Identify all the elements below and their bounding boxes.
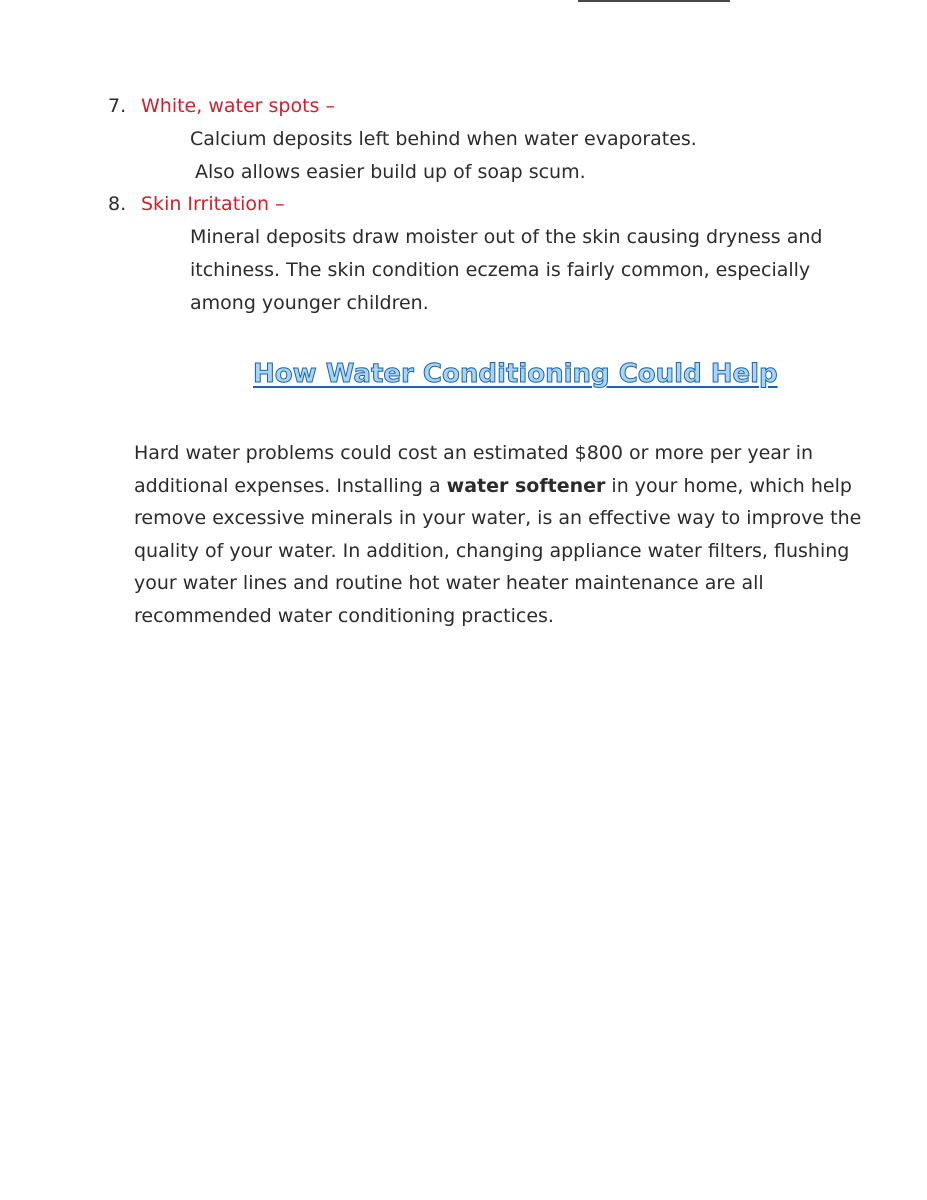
list-item-8-line-2: itchiness. The skin condition eczema is fairly common, especially: [190, 259, 811, 281]
list-item-7-line-2: Also allows easier build up of soap scum.: [195, 161, 586, 183]
list-item-label: Skin Irritation –: [141, 193, 285, 215]
list-item-7-line-1: Calcium deposits left behind when water evaporates.: [190, 128, 697, 150]
body-paragraph: [134, 437, 894, 633]
list-item-label: White, water spots –: [141, 95, 335, 117]
section-heading: How Water Conditioning Could Help: [253, 359, 778, 389]
list-item-number: 7.: [108, 95, 127, 117]
paragraph-text-end: in your home, which help remove excessive minerals in your water, is an effective way to improve the quality of your water. In addition, changing appliance water filters, flushing your water lines and routine hot water heater maintenance are all recommended water conditioning practices.: [134, 474, 862, 627]
scan-edge-mark: [578, 0, 730, 2]
list-item-number: 8.: [108, 193, 127, 215]
list-item-8-line-1: Mineral deposits draw moister out of the skin causing dryness and: [190, 226, 823, 248]
paragraph-text-start: Hard water problems could cost an estimated $800 or more per year in additional expenses. Installing a: [134, 442, 814, 497]
list-item-8-line-3: among younger children.: [190, 292, 429, 314]
paragraph-bold-term: water softener: [446, 474, 606, 497]
